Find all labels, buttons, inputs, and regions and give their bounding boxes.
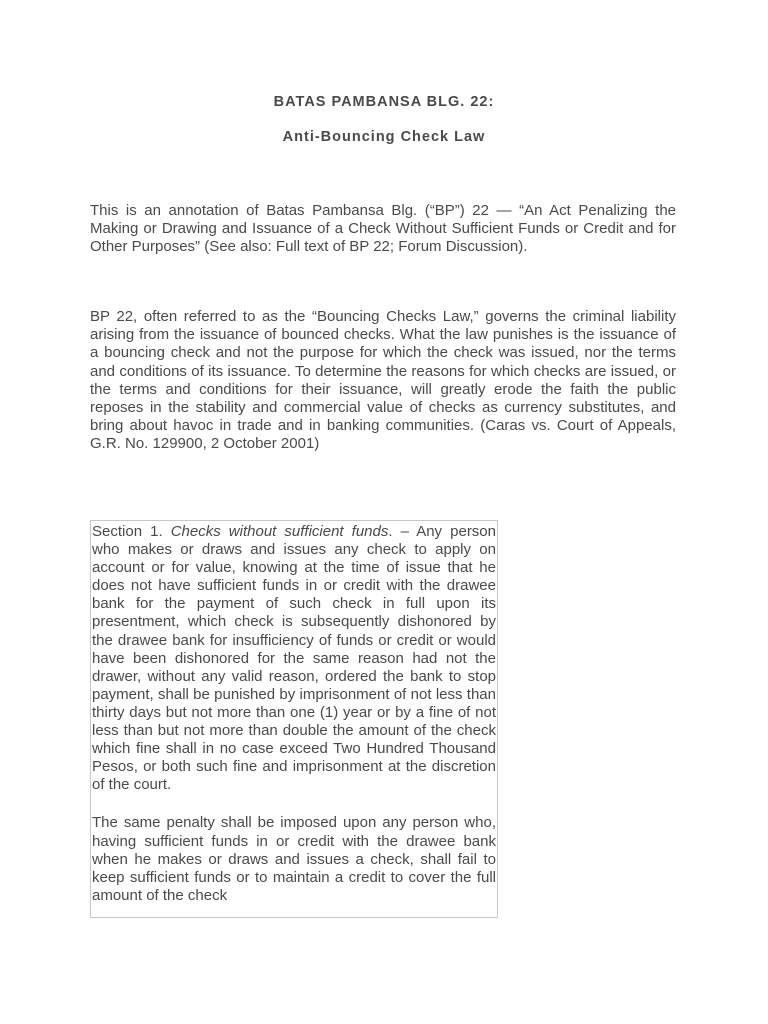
intro-text-end: ).: [518, 238, 528, 256]
statute-excerpt-box: [90, 520, 498, 918]
intro-text-mid: (“BP”) 22 — “An Act Penalizing the Making or Drawing and Issuance of a Check Without Sufficient Funds or Credit and for Other Purposes” (See also:: [90, 202, 676, 256]
section-title: Checks without sufficient funds: [170, 523, 389, 540]
batas-pambansa-link[interactable]: Batas Pambansa Blg.: [266, 202, 418, 219]
full-text-link[interactable]: Full text of BP 22: [275, 238, 390, 256]
forum-discussion-link[interactable]: Forum Discussion: [398, 238, 519, 256]
bp22-paragraph: BP 22, often referred to as the “Bouncing Checks Law,” governs the criminal liability arising from the issuance of bounced checks. What the law punishes is the issuance of a bouncing check and not the purpose for which the check was issued, nor the terms and conditions of its issuance. To determine the reasons for which checks are issued, or the terms and conditions for their issuance, will greatly erode the faith the public reposes in the stability and commercial value of checks as currency substitutes, and bring about havoc in trade and in banking communities. (Caras vs. Court of Appeals, G.R. No. 129900, 2 October 2001): [90, 308, 676, 453]
section-1-second-paragraph: The same penalty shall be imposed upon any person who, having sufficient funds in or credit with the drawee bank when he makes or draws and issues a check, shall fail to keep sufficient funds or to maintain a credit to cover the full amount of the check: [92, 814, 496, 904]
paragraph-gap: [92, 794, 496, 814]
document-title: BATAS PAMBANSA BLG. 22:: [273, 94, 495, 110]
section-1-paragraph: [92, 523, 496, 794]
intro-separator: ;: [389, 238, 399, 256]
intro-text-start: This is an annotation of: [90, 202, 267, 219]
document-subtitle: Anti-Bouncing Check Law: [282, 129, 486, 145]
intro-paragraph: [90, 202, 676, 257]
section-label: Section 1.: [92, 523, 171, 540]
section-body: . – Any person who makes or draws and issues any check to apply on account or for value, knowing at the time of issue that he does not have sufficient funds in or credit with the drawee bank for the payment of such check in full upon its presentment, which check is subsequently dishonored by the drawee bank for insufficiency of funds or credit or would have been dishonored for the same reason had not the drawer, without any valid reason, ordered the bank to stop payment, shall be punished by imprisonment of not less than thirty days but not more than one (1) year or by a fine of not less than but not more than double the amount of the check which fine shall in no case exceed Two Hundred Thousand Pesos, or both such fine and imprisonment at the discretion of the court.: [92, 523, 496, 794]
